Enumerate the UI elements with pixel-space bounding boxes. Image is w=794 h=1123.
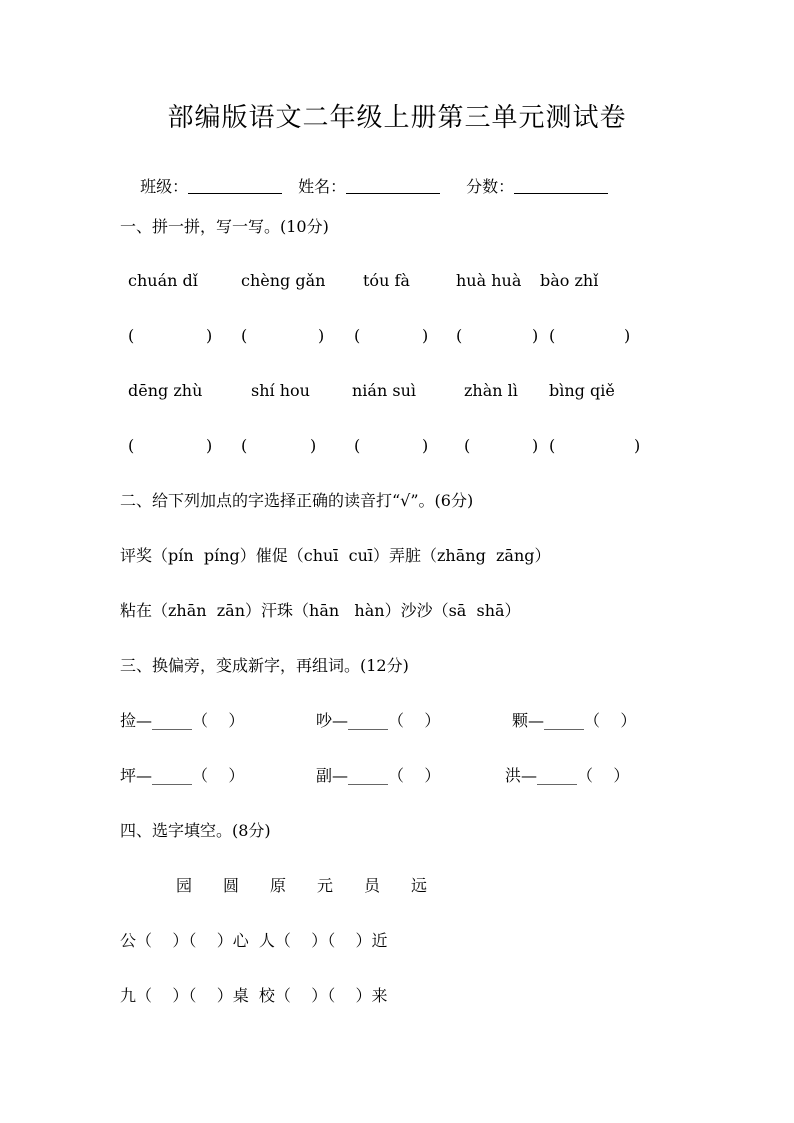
pinyin-item: huà huà <box>456 271 522 290</box>
answer-paren-close[interactable]: ) <box>206 326 213 345</box>
section3-heading: 三、换偏旁，变成新字，再组词。(12分) <box>120 656 409 675</box>
radical-item[interactable]: 捡—_____（ ） <box>120 711 245 730</box>
class-blank[interactable] <box>188 179 282 194</box>
name-field <box>288 163 440 195</box>
answer-paren-close[interactable]: ) <box>422 326 429 345</box>
answer-paren-open[interactable]: ( <box>456 326 463 345</box>
radical-item[interactable]: 坪—_____（ ） <box>120 766 245 785</box>
name-label: 姓名： <box>298 177 347 196</box>
score-blank[interactable] <box>514 179 608 194</box>
name-blank[interactable] <box>346 179 440 194</box>
class-field <box>130 163 282 195</box>
answer-paren-close[interactable]: ) <box>206 436 213 455</box>
choice-char: 员 <box>364 876 381 895</box>
answer-paren-open[interactable]: ( <box>354 436 361 455</box>
answer-paren-open[interactable]: ( <box>128 436 135 455</box>
answer-paren-open[interactable]: ( <box>241 436 248 455</box>
answer-paren-close[interactable]: ) <box>634 436 641 455</box>
pinyin-item: shí hou <box>251 381 310 400</box>
fill-blank-line[interactable]: 九（ ）（ ）桌 校（ ）（ ）来 <box>120 986 388 1005</box>
choice-char: 圆 <box>223 876 240 895</box>
pinyin-item: nián suì <box>352 381 416 400</box>
choice-char: 园 <box>176 876 193 895</box>
answer-paren-close[interactable]: ) <box>318 326 325 345</box>
answer-paren-open[interactable]: ( <box>354 326 361 345</box>
pinyin-item: bào zhǐ <box>540 271 599 290</box>
score-label: 分数： <box>466 177 515 196</box>
answer-paren-open[interactable]: ( <box>549 326 556 345</box>
answer-paren-close[interactable]: ) <box>532 326 539 345</box>
choice-char: 远 <box>411 876 428 895</box>
section1-heading: 一、拼一拼，写一写。(10分) <box>120 217 329 236</box>
pinyin-item: zhàn lì <box>464 381 518 400</box>
reading-choice-line[interactable]: 粘在（zhān zān）汗珠（hān hàn）沙沙（sā shā） <box>120 601 521 620</box>
radical-item[interactable]: 颗—_____（ ） <box>512 711 637 730</box>
section4-heading: 四、选字填空。(8分) <box>120 821 271 840</box>
answer-paren-open[interactable]: ( <box>464 436 471 455</box>
answer-paren-close[interactable]: ) <box>310 436 317 455</box>
fill-blank-line[interactable]: 公（ ）（ ）心 人（ ）（ ）近 <box>120 931 388 950</box>
radical-item[interactable]: 洪—_____（ ） <box>505 766 630 785</box>
choice-char: 原 <box>270 876 287 895</box>
answer-paren-open[interactable]: ( <box>549 436 556 455</box>
pinyin-item: chuán dǐ <box>128 271 198 290</box>
score-field <box>456 163 608 195</box>
class-label: 班级： <box>140 177 189 196</box>
answer-paren-open[interactable]: ( <box>241 326 248 345</box>
pinyin-item: tóu fà <box>363 271 410 290</box>
choice-char: 元 <box>317 876 334 895</box>
page-title: 部编版语文二年级上册第三单元测试卷 <box>167 103 627 133</box>
reading-choice-line[interactable]: 评奖（pín píng）催促（chuī cuī）弄脏（zhāng zāng） <box>120 546 551 565</box>
answer-paren-close[interactable]: ) <box>422 436 429 455</box>
pinyin-item: bìng qiě <box>549 381 615 400</box>
section2-heading: 二、给下列加点的字选择正确的读音打“√”。(6分) <box>120 491 474 510</box>
answer-paren-close[interactable]: ) <box>624 326 631 345</box>
pinyin-item: dēng zhù <box>128 381 203 400</box>
radical-item[interactable]: 副—_____（ ） <box>316 766 441 785</box>
answer-paren-close[interactable]: ) <box>532 436 539 455</box>
pinyin-item: chèng gǎn <box>241 271 326 290</box>
answer-paren-open[interactable]: ( <box>128 326 135 345</box>
radical-item[interactable]: 吵—_____（ ） <box>316 711 441 730</box>
